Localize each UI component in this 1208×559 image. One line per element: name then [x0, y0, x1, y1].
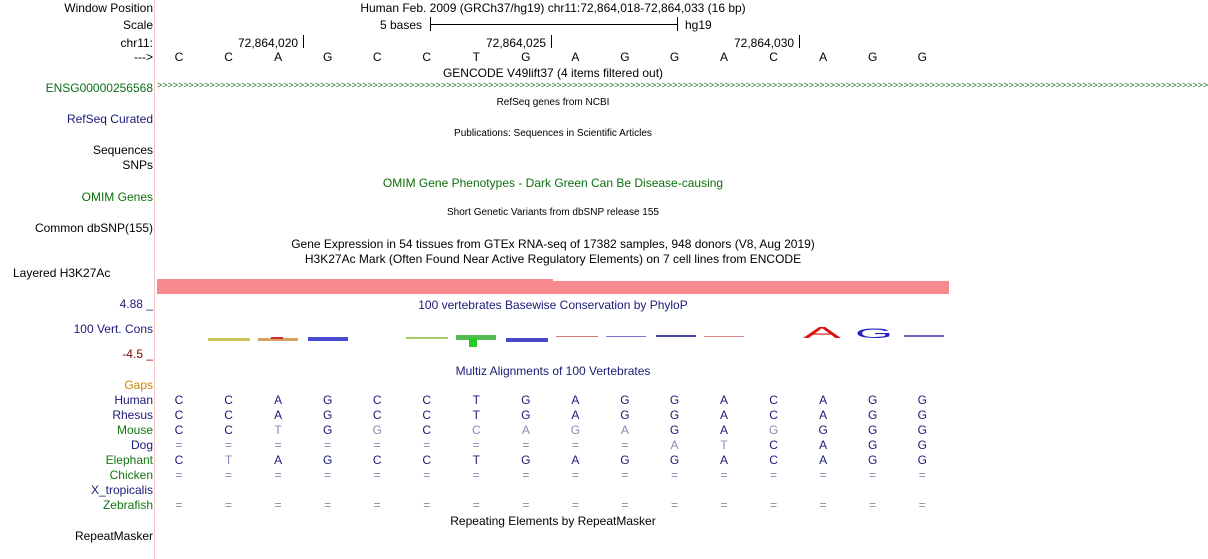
alignment-base: = [720, 498, 728, 512]
reference-base: A [274, 50, 283, 64]
alignment-base: G [620, 408, 630, 422]
reference-base: T [472, 50, 480, 64]
multiz-track-title[interactable]: Multiz Alignments of 100 Vertebrates [455, 364, 651, 378]
alignment-base: = [175, 468, 183, 482]
reference-base: C [422, 50, 432, 64]
alignment-base: T [274, 423, 282, 437]
phylop-base-glyph [469, 338, 477, 347]
alignment-base: = [373, 438, 381, 452]
chrom-label: chr11: [120, 36, 153, 50]
phylop-base-glyph [904, 335, 944, 337]
alignment-base: = [720, 468, 728, 482]
alignment-base: = [571, 498, 579, 512]
alignment-base: = [670, 468, 678, 482]
phylop-base-glyph: G [855, 325, 893, 341]
reference-base: C [372, 50, 382, 64]
alignment-base: G [917, 408, 927, 422]
phylop-min-label: -4.5 _ [122, 347, 153, 361]
scale-bar-right-tick [677, 17, 678, 31]
h3k27ac-signal-bar[interactable] [553, 281, 949, 294]
h3k27ac-label[interactable]: Layered H3K27Ac [13, 266, 111, 280]
alignment-base: G [868, 438, 878, 452]
repeatmasker-track-title[interactable]: Repeating Elements by RepeatMasker [450, 514, 656, 528]
alignment-base: C [422, 423, 432, 437]
phylop-label[interactable]: 100 Vert. Cons [73, 322, 153, 336]
alignment-base: G [322, 423, 333, 437]
alignment-base: = [324, 468, 332, 482]
alignment-base: T [472, 393, 480, 407]
phylop-base-glyph [606, 336, 646, 337]
alignment-base: C [372, 453, 382, 467]
alignment-base: A [720, 453, 729, 467]
alignment-base: G [372, 423, 382, 437]
reference-base: G [620, 50, 630, 64]
alignment-base: G [868, 393, 878, 407]
alignment-base: T [472, 408, 480, 422]
alignment-base: = [621, 498, 629, 512]
alignment-base: G [521, 408, 531, 422]
alignment-base: G [669, 453, 680, 467]
alignment-base: = [373, 498, 381, 512]
sequences-label[interactable]: Sequences [92, 143, 153, 157]
coord-tick [303, 35, 304, 48]
track-divider [154, 0, 155, 559]
phylop-base-glyph [308, 337, 348, 341]
alignment-base: C [372, 393, 382, 407]
species-label-human[interactable]: Human [114, 393, 153, 407]
alignment-base: A [670, 438, 679, 452]
alignment-base: G [917, 438, 927, 452]
scale-label: Scale [122, 18, 153, 32]
alignment-base: = [770, 498, 778, 512]
alignment-base: A [521, 423, 530, 437]
alignment-base: G [620, 453, 630, 467]
alignment-base: C [769, 408, 778, 422]
reference-base: C [174, 50, 184, 64]
alignment-base: C [174, 393, 184, 407]
reference-base: A [720, 50, 729, 64]
phylop-track-title[interactable]: 100 vertebrates Basewise Conservation by PhyloP [418, 298, 688, 312]
alignment-base: = [225, 438, 233, 452]
reference-base: A [571, 50, 580, 64]
h3k27ac-track-title[interactable]: H3K27Ac Mark (Often Found Near Active Regulatory Elements) on 7 cell lines from ENCODE [304, 252, 802, 266]
alignment-base: = [869, 468, 877, 482]
alignment-base: C [372, 408, 382, 422]
phylop-base-glyph [208, 338, 250, 341]
alignment-base: C [224, 408, 233, 422]
alignment-base: = [918, 468, 926, 482]
publications-track-title[interactable]: Publications: Sequences in Scientific Articles [454, 128, 652, 139]
reference-base: G [322, 50, 333, 64]
alignment-base: T [472, 453, 480, 467]
reference-base: C [769, 50, 778, 64]
gaps-label[interactable]: Gaps [124, 378, 153, 392]
alignment-base: A [571, 393, 580, 407]
coord-tick-label: 72,864,025 [486, 36, 547, 50]
phylop-base-glyph [406, 337, 448, 339]
alignment-base: = [621, 438, 629, 452]
alignment-base: A [274, 453, 283, 467]
species-label-elephant[interactable]: Elephant [105, 453, 153, 467]
alignment-base: C [224, 423, 233, 437]
phylop-max-label: 4.88 _ [119, 297, 153, 311]
alignment-base: = [621, 468, 629, 482]
phylop-base-glyph [271, 337, 283, 339]
alignment-base: C [174, 408, 184, 422]
phylop-base-glyph [704, 336, 744, 337]
coord-tick-label: 72,864,020 [238, 36, 299, 50]
omim-track-title[interactable]: OMIM Gene Phenotypes - Dark Green Can Be Disease-causing [382, 176, 724, 190]
alignment-base: C [769, 393, 778, 407]
reference-base: G [917, 50, 927, 64]
alignment-base: = [918, 498, 926, 512]
alignment-base: A [819, 408, 828, 422]
alignment-base: = [423, 498, 431, 512]
alignment-base: G [322, 393, 333, 407]
alignment-base: = [472, 468, 480, 482]
alignment-base: C [769, 438, 778, 452]
alignment-base: C [174, 453, 184, 467]
h3k27ac-signal-bar[interactable] [157, 279, 553, 294]
alignment-base: C [471, 423, 481, 437]
coord-tick-label: 72,864,030 [734, 36, 795, 50]
alignment-base: = [423, 438, 431, 452]
alignment-base: = [225, 468, 233, 482]
scale-bar [430, 24, 677, 25]
alignment-base: G [917, 393, 927, 407]
alignment-base: = [869, 498, 877, 512]
alignment-base: = [324, 498, 332, 512]
snps-label[interactable]: SNPs [122, 158, 153, 172]
alignment-base: G [868, 408, 878, 422]
species-label-rhesus[interactable]: Rhesus [112, 408, 153, 422]
alignment-base: A [620, 423, 629, 437]
alignment-base: = [274, 498, 282, 512]
alignment-base: C [422, 393, 432, 407]
alignment-base: = [225, 498, 233, 512]
alignment-base: = [522, 438, 530, 452]
scale-assembly: hg19 [685, 18, 712, 32]
alignment-base: A [819, 438, 828, 452]
alignment-base: A [819, 453, 828, 467]
alignment-base: = [175, 498, 183, 512]
alignment-base: G [669, 393, 680, 407]
phylop-base-glyph: A [803, 325, 843, 342]
alignment-base: A [274, 408, 283, 422]
alignment-base: = [522, 468, 530, 482]
alignment-base: G [768, 423, 779, 437]
alignment-base: = [472, 498, 480, 512]
alignment-base: G [322, 453, 333, 467]
omim-label[interactable]: OMIM Genes [81, 190, 153, 204]
strand-label: ---> [134, 50, 153, 64]
alignment-base: T [720, 438, 728, 452]
alignment-base: G [570, 423, 581, 437]
alignment-base: C [422, 453, 432, 467]
alignment-base: G [521, 453, 531, 467]
phylop-conservation-logo[interactable] [156, 318, 950, 354]
alignment-base: C [174, 423, 184, 437]
alignment-base: A [571, 408, 580, 422]
alignment-base: C [224, 393, 233, 407]
dbsnp-label[interactable]: Common dbSNP(155) [34, 221, 153, 235]
gencode-gene-label[interactable]: ENSG00000256568 [45, 81, 153, 95]
alignment-base: = [423, 468, 431, 482]
phylop-base-glyph [556, 336, 598, 337]
gencode-gene-arrows[interactable]: >>>>>>>>>>>>>>>>>>>>>>>>>>>>>>>>>>>>>>>>>>>>>>>>>>>>>>>>>>>>>>>>>>>>>>>>>>>>>>>>>>>>>>>>>>>>>>>>>>>>>>>>>>>>>>>>>>>>>>>>>>>>>>>>>>>>>>>>>>>>>>>>>>>>>>>>>>>>>>>>>>>>>>>>>>>>>>>>>>>>>>>>>>>>>>>>>>>>>>>> [157, 80, 1208, 90]
alignment-base: A [819, 393, 828, 407]
alignment-base: T [224, 453, 233, 467]
refseq-track-title[interactable]: RefSeq genes from NCBI [496, 97, 610, 108]
alignment-base: = [819, 468, 827, 482]
alignment-base: = [522, 498, 530, 512]
alignment-base: = [175, 438, 183, 452]
alignment-base: = [819, 498, 827, 512]
alignment-base: G [669, 408, 680, 422]
reference-base: G [868, 50, 878, 64]
alignment-base: = [274, 438, 282, 452]
window-position-label: Window Position [64, 1, 153, 15]
alignment-base: A [720, 408, 729, 422]
species-label-mouse[interactable]: Mouse [116, 423, 153, 437]
alignment-base: G [868, 453, 878, 467]
coord-tick [799, 35, 800, 48]
alignment-base: = [324, 438, 332, 452]
alignment-base: = [571, 438, 579, 452]
phylop-base-glyph [506, 338, 548, 342]
phylop-base-glyph [656, 335, 696, 337]
species-label-zebrafish[interactable]: Zebrafish [102, 498, 153, 512]
alignment-base: G [917, 423, 927, 437]
alignment-base: = [472, 438, 480, 452]
reference-base: C [224, 50, 233, 64]
alignment-base: = [770, 468, 778, 482]
alignment-base: A [571, 453, 580, 467]
alignment-base: G [322, 408, 333, 422]
alignment-base: G [620, 393, 630, 407]
reference-base: G [521, 50, 531, 64]
species-label-x_tropicalis[interactable]: X_tropicalis [90, 483, 153, 497]
alignment-base: = [373, 468, 381, 482]
alignment-base: = [670, 498, 678, 512]
gtex-track-title[interactable]: Gene Expression in 54 tissues from GTEx RNA-seq of 17382 samples, 948 donors (V8, Aug 2019) [291, 237, 815, 251]
species-label-dog[interactable]: Dog [130, 438, 153, 452]
alignment-base: G [868, 423, 878, 437]
dbsnp-track-title[interactable]: Short Genetic Variants from dbSNP release 155 [447, 207, 659, 218]
refseq-label[interactable]: RefSeq Curated [66, 112, 153, 126]
alignment-base: = [274, 468, 282, 482]
scale-value: 5 bases [380, 18, 423, 32]
alignment-base: A [720, 423, 729, 437]
alignment-base: = [571, 468, 579, 482]
alignment-base: G [669, 423, 680, 437]
alignment-base: A [274, 393, 283, 407]
gencode-track-title[interactable]: GENCODE V49lift37 (4 items filtered out) [442, 66, 664, 80]
reference-base: G [669, 50, 680, 64]
alignment-base: G [521, 393, 531, 407]
species-label-chicken[interactable]: Chicken [109, 468, 153, 482]
alignment-base: A [720, 393, 729, 407]
repeatmasker-label[interactable]: RepeatMasker [74, 529, 153, 543]
reference-base: A [819, 50, 828, 64]
alignment-base: G [818, 423, 828, 437]
alignment-base: C [422, 408, 432, 422]
window-position-value: Human Feb. 2009 (GRCh37/hg19) chr11:72,864,018-72,864,033 (16 bp) [360, 1, 746, 15]
alignment-base: C [769, 453, 778, 467]
alignment-base: G [917, 453, 927, 467]
coord-tick [551, 35, 552, 48]
